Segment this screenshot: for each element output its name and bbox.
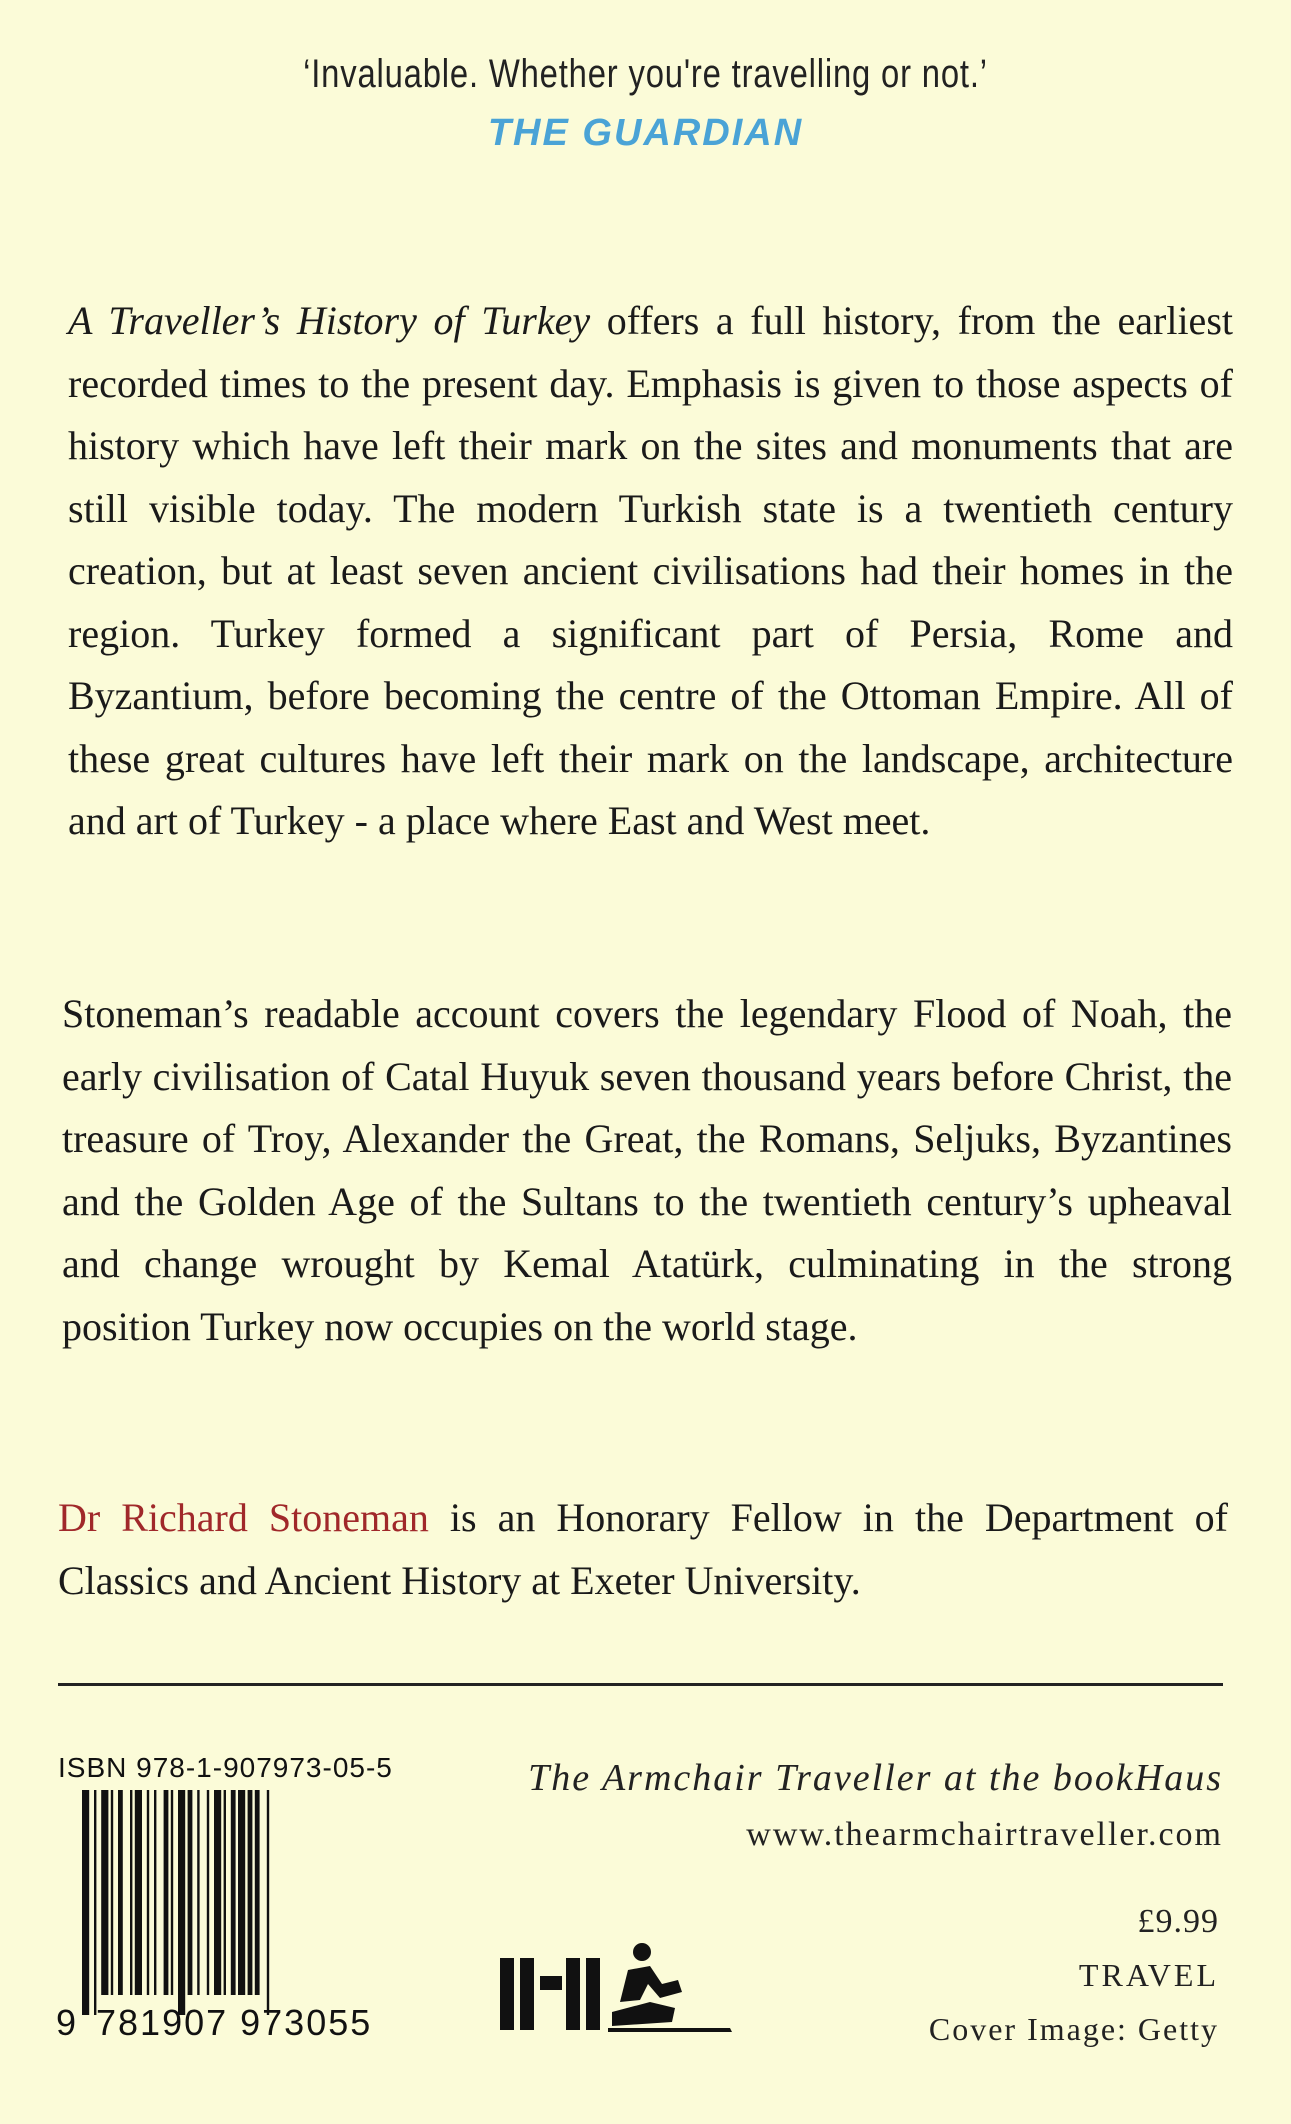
category: TRAVEL <box>1078 1957 1219 1993</box>
price: £9.99 <box>1137 1903 1219 1940</box>
review-quote: ‘Invaluable. Whether you're travelling or not.’ <box>303 52 988 96</box>
author-name: Dr Richard Stoneman <box>58 1495 429 1540</box>
author-bio-text: is an Honorary Fellow in the Department of Classics and Ancient History at Exeter University. <box>58 1495 1228 1603</box>
description-paragraph-2: Stoneman’s readable account covers the legendary Flood of Noah, the early civilisation of Catal Huyuk seven thousand years before Christ, the treasure of Troy, Alexander the Great, the Romans, Seljuks, Byzantines and the Golden Age of the Sultans to the twentieth century’s upheaval and change wrought by Kemal Atatürk, culminating in the strong position Turkey now occupies on the world stage. <box>62 991 1232 1349</box>
review-source: THE GUARDIAN <box>487 112 804 154</box>
isbn-label: ISBN 978-1-907973-05-5 <box>58 1752 393 1783</box>
barcode-icon <box>82 1790 392 2015</box>
bookhaus-logo-icon <box>500 1940 740 2036</box>
book-title: A Traveller’s History of Turkey <box>68 298 591 343</box>
cover-credit: Cover Image: Getty <box>928 2011 1219 2047</box>
publisher-website: www.thearmchairtraveller.com <box>746 1816 1223 1853</box>
barcode-digits: 781907 973055 <box>96 2002 373 2043</box>
description-paragraph-1-text: offers a full history, from the earliest recorded times to the present day. Emphasis is given to those aspects of history which have left their mark on the sites and monuments that are still visible today. The modern Turkish state is a twentieth century creation, but at least seven ancient civilisations had their homes in the region. Turkey formed a significant part of Persia, Rome and Byzantium, before becoming the centre of the Ottoman Empire. All of these great cultures have left their mark on the landscape, architecture and art of Turkey - a place where East and West meet. <box>68 298 1233 843</box>
description-paragraph-1 <box>68 290 1233 853</box>
author-bio <box>58 1487 1228 1612</box>
publisher-name: The Armchair Traveller at the bookHaus <box>528 1757 1223 1799</box>
barcode-lead-digit: 9 <box>56 2002 77 2043</box>
divider <box>58 1683 1223 1686</box>
